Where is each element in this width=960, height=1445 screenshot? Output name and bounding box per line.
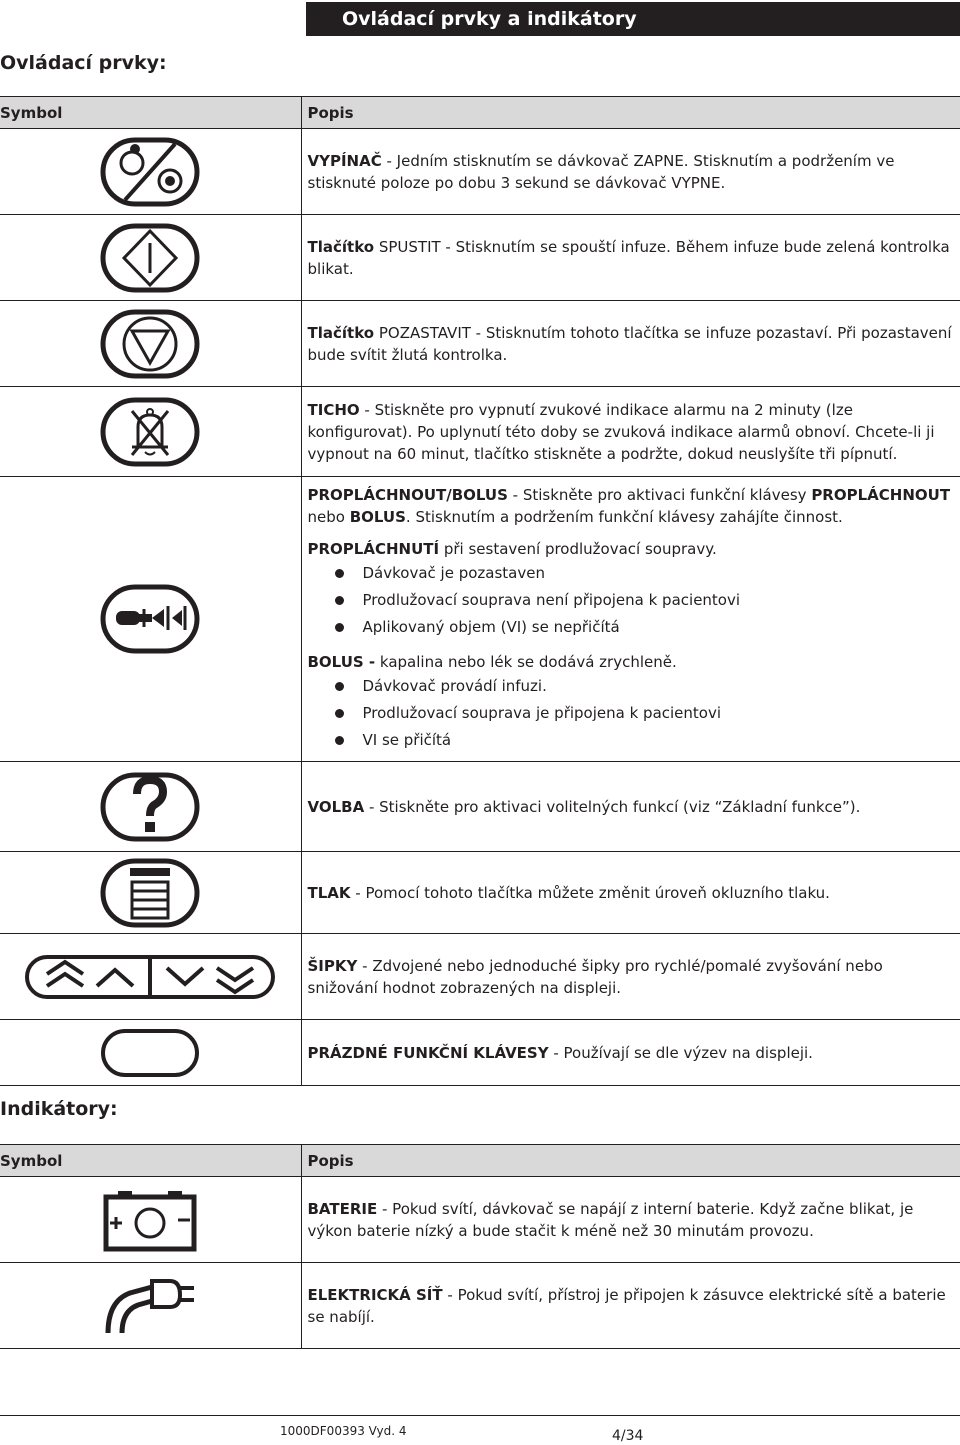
list-item: Dávkovač je pozastaven: [308, 560, 953, 587]
question-mark-icon: [0, 762, 301, 852]
list-item: VI se přičítá: [308, 727, 953, 754]
controls-table-header: [0, 97, 960, 129]
indicators-table-header: [0, 1145, 960, 1177]
list-item: Prodlužovací souprava je připojena k pacientovi: [308, 700, 953, 727]
table-row: [0, 1020, 960, 1086]
silence-description: TICHO - Stiskněte pro vypnutí zvukové indikace alarmu na 2 minuty (lze konfigurovat). Po uplynutí této doby se zvuková indikace alarmů obnoví. Chcete-li ji vypnout na 60 minut, tlačítko stiskněte a podržte, dokud neuslyšíte tři pípnutí.: [307, 400, 935, 463]
pause-description: Tlačítko POZASTAVIT - Stisknutím tohoto tlačítka se infuze pozastaví. Při pozastavení bude svítit žlutá kontrolka.: [307, 323, 952, 364]
col-desc-header: Popis: [301, 1145, 960, 1177]
silence-bell-icon: [0, 387, 301, 477]
table-row: [0, 129, 960, 215]
table-row: [0, 1177, 960, 1263]
footer-doc-ref: 1000DF00393 Vyd. 4: [280, 1424, 407, 1438]
pause-button-icon: [0, 301, 301, 387]
arrows-icon: [0, 934, 301, 1020]
col-symbol-header: Symbol: [0, 97, 301, 129]
bolus-description: BOLUS - kapalina nebo lék se dodává zrychleně.: [307, 653, 677, 671]
blank-keys-description: PRÁZDNÉ FUNKČNÍ KLÁVESY - Používají se dle výzev na displeji.: [307, 1043, 813, 1062]
page-title: Ovládací prvky a indikátory: [306, 2, 960, 36]
mains-plug-icon: [0, 1263, 301, 1349]
table-row: [0, 934, 960, 1020]
list-item: Dávkovač provádí infuzi.: [308, 673, 953, 700]
power-description: VYPÍNAČ - Jedním stisknutím se dávkovač ZAPNE. Stisknutím a podržením ve stisknuté poloze po dobu 3 sekund se dávkovač VYPNE.: [307, 151, 895, 192]
arrows-description: ŠIPKY - Zdvojené nebo jednoduché šipky pro rychlé/pomalé zvyšování nebo snižování hodnot zobrazených na displeji.: [307, 956, 883, 997]
battery-icon: [0, 1177, 301, 1263]
options-description: VOLBA - Stiskněte pro aktivaci volitelných funkcí (viz “Základní funkce”).: [307, 797, 861, 816]
start-description: Tlačítko SPUSTIT - Stisknutím se spouští infuze. Během infuze bude zelená kontrolka blikat.: [307, 237, 950, 278]
purge-description: PROPLÁCHNUTÍ při sestavení prodlužovací soupravy.: [307, 540, 717, 558]
table-row: [0, 387, 960, 477]
table-row: [0, 852, 960, 934]
purge-bolus-description: PROPLÁCHNOUT/BOLUS - Stiskněte pro aktivaci funkční klávesy PROPLÁCHNOUT nebo BOLUS. Stisknutím a podržením funkční klávesy zahájíte činnost.: [307, 486, 951, 526]
pressure-description: TLAK - Pomocí tohoto tlačítka můžete změnit úroveň okluzního tlaku.: [307, 883, 830, 902]
controls-table: [0, 96, 960, 1086]
purge-bolus-icon: [0, 477, 301, 762]
list-item: Prodlužovací souprava není připojena k pacientovi: [308, 587, 953, 614]
list-item: Aplikovaný objem (VI) se nepřičítá: [308, 614, 953, 641]
start-button-icon: [0, 215, 301, 301]
bolus-list: [308, 673, 953, 754]
pressure-icon: [0, 852, 301, 934]
table-row: [0, 1263, 960, 1349]
table-row: [0, 215, 960, 301]
battery-description: BATERIE - Pokud svítí, dávkovač se napájí z interní baterie. Když začne blikat, je výkon baterie nízký a bude stačit k méně než 30 minutám provozu.: [307, 1199, 914, 1240]
col-desc-header: Popis: [301, 97, 960, 129]
indicators-heading: Indikátory:: [0, 1098, 118, 1120]
mains-description: ELEKTRICKÁ SÍŤ - Pokud svítí, přístroj je připojen k zásuvce elektrické sítě a baterie se nabíjí.: [307, 1285, 946, 1326]
footer-divider: [0, 1415, 960, 1416]
table-row: [0, 301, 960, 387]
table-row: [0, 762, 960, 852]
purge-list: [308, 560, 953, 641]
controls-heading: Ovládací prvky:: [0, 52, 167, 74]
blank-key-icon: [0, 1020, 301, 1086]
col-symbol-header: Symbol: [0, 1145, 301, 1177]
table-row: [0, 477, 960, 762]
power-onoff-icon: [0, 129, 301, 215]
indicators-table: [0, 1144, 960, 1349]
footer-page-number: 4/34: [612, 1428, 644, 1444]
